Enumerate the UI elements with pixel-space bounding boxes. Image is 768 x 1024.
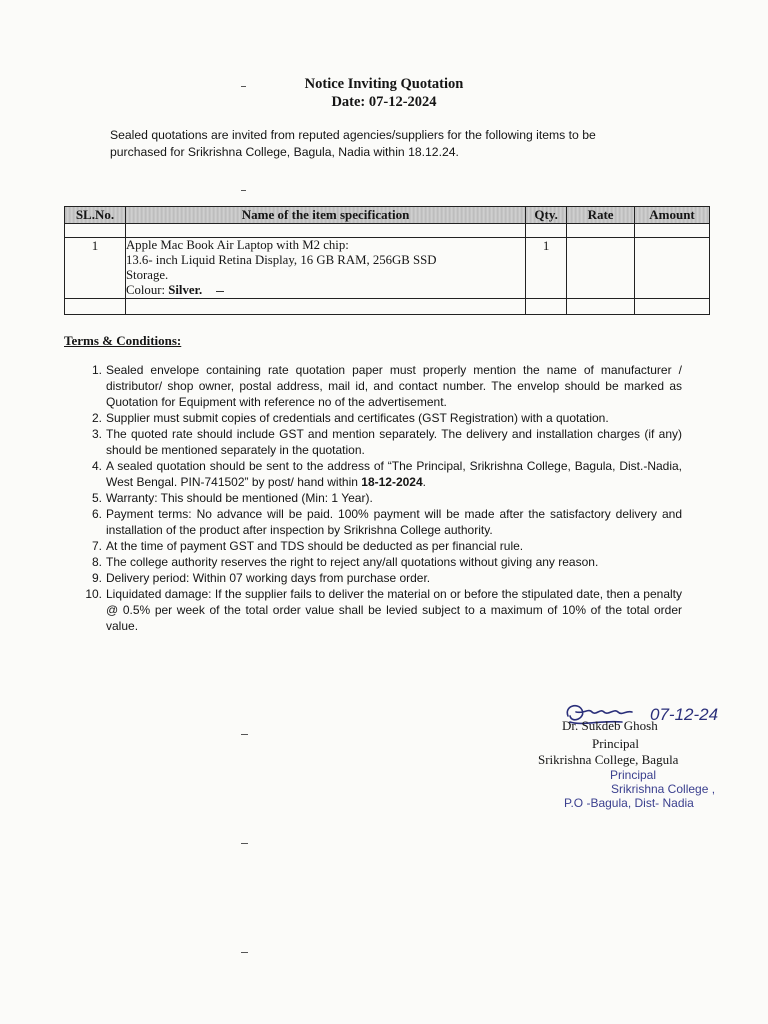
table-header-row <box>65 207 710 224</box>
cell-qty: 1 <box>526 238 567 299</box>
handwritten-date: 07-12-24 <box>650 705 719 724</box>
deadline-date: 18-12-2024 <box>361 475 423 489</box>
header-amount: Amount <box>635 207 710 224</box>
spec-colour <box>126 283 525 298</box>
scan-mark <box>241 86 246 87</box>
table-last-row <box>65 299 710 315</box>
intro-paragraph <box>110 127 670 161</box>
scan-mark <box>241 843 248 844</box>
spec-line-1: Apple Mac Book Air Laptop with M2 chip: <box>125 238 349 252</box>
scan-mark <box>241 190 246 191</box>
notice-date: Date: 07-12-2024 <box>331 94 437 110</box>
signature-block <box>530 700 760 820</box>
term-item: 1. Sealed envelope containing rate quotation paper must properly mention the name of manufacturer / distributor/ shop owner, postal address, mail id, and contact number. The envelop should be marked as Quotation for Equipment with reference no of the advertisement. <box>91 363 682 409</box>
term-item: 7. At the time of payment GST and TDS should be deducted as per financial rule. <box>91 539 524 553</box>
signer-name: Dr. Sukdeb Ghosh <box>562 718 658 733</box>
stamp-line-2: Srikrishna College , <box>611 782 716 796</box>
term-item: 4. A sealed quotation should be sent to the address of “The Principal, Srikrishna College, Bagula, Dist.-Nadia, West Bengal. PIN-741502” by post/ hand within 18-12-2024. <box>91 459 682 489</box>
terms-heading: Terms & Conditions: <box>64 333 182 348</box>
cell-amount <box>635 238 710 299</box>
intro-line-1: Sealed quotations are invited from reputed agencies/suppliers for the following items to be <box>110 128 596 142</box>
scan-mark <box>241 952 248 953</box>
cell-rate <box>567 238 635 299</box>
signer-title: Principal <box>592 736 639 751</box>
table-row <box>65 238 710 299</box>
term-item: 9. Delivery period: Within 07 working days from purchase order. <box>91 571 431 585</box>
stamp-line-1: Principal <box>610 768 657 782</box>
term-item: 8. The college authority reserves the right to reject any/all quotations without giving any reason. <box>91 555 599 569</box>
intro-line-2: purchased for Srikrishna College, Bagula, Nadia within 18.12.24. <box>110 145 459 159</box>
header-slno: SL.No. <box>65 207 126 224</box>
header-rate: Rate <box>567 207 635 224</box>
term-item: 10. Liquidated damage: If the supplier fails to deliver the material on or before the stipulated date, then a penalty @ 0.5% per week of the total order value shall be levied subject to a maximum of 10% of the total order value. <box>85 587 682 633</box>
cell-spec <box>125 238 525 299</box>
scan-mark <box>241 734 248 735</box>
spec-line-3: Storage. <box>125 268 169 282</box>
cell-slno: 1 <box>65 238 126 299</box>
term-item: 6. Payment terms: No advance will be paid. 100% payment will be made after the satisfactory delivery and installation of the product after inspection by Srikrishna College authority. <box>91 507 682 537</box>
signer-institution: Srikrishna College, Bagula <box>538 752 679 767</box>
term-item: 2. Supplier must submit copies of credentials and certificates (GST Registration) with a quotation. <box>91 411 609 425</box>
notice-title: Notice Inviting Quotation <box>304 76 464 92</box>
term-item: 3. The quoted rate should include GST and mention separately. The delivery and installation charges (if any) should be mentioned separately in the quotation. <box>91 427 682 457</box>
stamp-line-3: P.O -Bagula, Dist- Nadia <box>564 796 694 810</box>
header-spec: Name of the item specification <box>125 207 525 224</box>
term-item: 5. Warranty: This should be mentioned (Min: 1 Year). <box>91 491 373 505</box>
spec-line-2: 13.6- inch Liquid Retina Display, 16 GB RAM, 256GB SSD <box>125 253 437 267</box>
terms-list <box>82 362 682 634</box>
colour-label: Colour: <box>125 283 169 297</box>
items-table <box>64 206 710 315</box>
table-spacer-row <box>65 224 710 238</box>
colour-value: Silver. <box>168 283 203 297</box>
header-qty: Qty. <box>526 207 567 224</box>
